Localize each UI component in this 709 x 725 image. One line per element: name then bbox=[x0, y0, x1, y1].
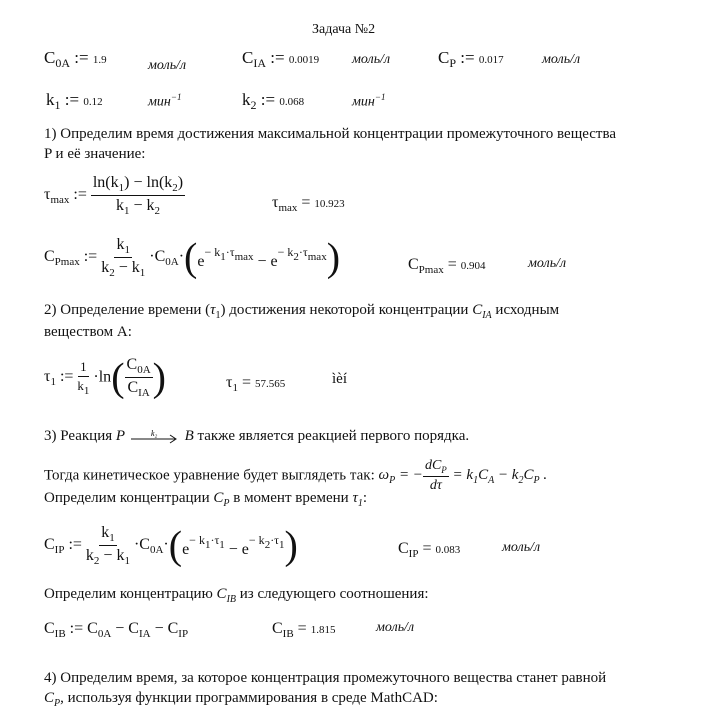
section2-text-part-c: исходным bbox=[495, 302, 560, 318]
section3-text-line3-part-a: Определим концентрации bbox=[44, 490, 210, 506]
k1-value: 0.12 bbox=[83, 96, 103, 108]
cia-definition: $C_{IA}$ := 0.0019 bbox=[242, 48, 320, 70]
section3-text-part-b: также является реакцией первого порядка. bbox=[197, 428, 470, 444]
tau1-value: 57.565 bbox=[254, 378, 286, 390]
k2-value: 0.068 bbox=[279, 96, 305, 108]
k1-unit bbox=[148, 92, 181, 111]
cip-unit: моль/л bbox=[502, 540, 541, 555]
reaction-arrow bbox=[129, 428, 181, 440]
cib-value: 1.815 bbox=[310, 624, 336, 636]
cp-max-result: $C_{Pmax} = 0.904$ bbox=[408, 256, 486, 276]
c0a-definition: $C_{0A}$ := 1.9 bbox=[44, 48, 107, 70]
section3-text-line4: Определим концентрацию $C_{IB}$ из следующего соотношения: bbox=[44, 586, 429, 605]
cip-formula: $C_{IP}$ := $\frac{k_1}{k_2 - k_1}$ $\cdot C_{0A}\cdot(e^{- k_1\cdot\tau_1} - e^{- k_2\cdot\tau_1})$ bbox=[44, 522, 298, 568]
k2-unit-text: мин bbox=[352, 94, 375, 110]
section3-text-part-a: 3) Реакция bbox=[44, 428, 113, 444]
k2-unit bbox=[352, 92, 385, 111]
k2-definition: $k_2$ := 0.068 bbox=[242, 90, 305, 112]
cp-max-unit: моль/л bbox=[528, 256, 567, 271]
cib-formula: $C_{IB}$ := $C_{0A} - C_{IA} - C_{IP}$ bbox=[44, 620, 189, 640]
tau1-result: $\tau_1 = 57.565$ bbox=[226, 374, 286, 394]
section3-text-line1: 3) Реакция P k₂ B также является реакцией первого порядка. bbox=[44, 428, 470, 444]
page-title: Задача №2 bbox=[312, 22, 376, 37]
section4-text-line2-part-b: , используя функции программирования в среде MathCAD: bbox=[60, 690, 438, 706]
section2-text-part-b: ) достижения некоторой концентрации bbox=[220, 302, 469, 318]
cib-result: $C_{IB} = 1.815$ bbox=[272, 620, 336, 640]
cip-result: $C_{IP} = 0.083$ bbox=[398, 540, 461, 560]
tau-max-result: $\tau_{max} = 10.923$ bbox=[272, 194, 345, 214]
k1-definition: $k_1$ := 0.12 bbox=[46, 90, 103, 112]
cp-value: 0.017 bbox=[478, 54, 504, 66]
section2-text-part-a: 2) Определение времени ( bbox=[44, 302, 211, 318]
cp-unit: моль/л bbox=[542, 52, 581, 67]
tau-max-formula: $\tau_{max}$ := $\frac{\ln(k_1) - \ln(k_2)}{k_1 - k_2}$ bbox=[44, 174, 184, 217]
tau1-unit: ìèí bbox=[332, 371, 347, 387]
cp-max-formula: $C_{Pmax}$ := $\frac{k_1}{k_2 - k_1}$ $\cdot C_{0A}\cdot(e^{- k_1\cdot\tau_{max}} - e^{- k_2\cdot\tau_{max}})$ bbox=[44, 234, 341, 280]
k2-symbol: k bbox=[242, 90, 251, 109]
c0a-value: 1.9 bbox=[92, 54, 107, 66]
section4-text-line1: 4) Определим время, за которое концентрация промежуточного вещества станет равной bbox=[44, 670, 607, 686]
cia-subscript: IA bbox=[253, 56, 267, 70]
k1-unit-exponent: −1 bbox=[170, 92, 182, 102]
tau1-formula: $\tau_1$ := $\frac{1}{k_1}$ ·ln( $\frac{C_{0A}}{C_{IA}}$ ) bbox=[44, 354, 166, 400]
cp-definition: $C_P$ := 0.017 bbox=[438, 48, 504, 70]
section3-text-line2: Тогда кинетическое уравнение будет выглядеть так: $\omega_P$ = − $\frac{dC_P}{d\tau}$ = $k_1C_A - k_2C_P$ . bbox=[44, 458, 548, 493]
section1-text-line2: P и её значение: bbox=[44, 146, 146, 162]
section3-text-line3-part-b: в момент времени bbox=[233, 490, 349, 506]
cp-symbol: C bbox=[438, 48, 450, 67]
section2-text-line1: 2) Определение времени $(\tau_1)$ достижения некоторой концентрации $C_{IA}$ исходным bbox=[44, 302, 560, 321]
cip-value: 0.083 bbox=[435, 544, 461, 556]
cia-value: 0.0019 bbox=[288, 54, 320, 66]
c0a-symbol: C bbox=[44, 48, 56, 67]
section2-text-line2: веществом А: bbox=[44, 324, 132, 340]
k1-symbol: k bbox=[46, 90, 55, 109]
section4-text-line2: $C_P$, используя функции программирования в среде MathCAD: bbox=[44, 690, 438, 709]
k2-unit-exponent: −1 bbox=[374, 92, 386, 102]
cp-max-value: 0.904 bbox=[460, 260, 486, 272]
section3-text-line2-label: Тогда кинетическое уравнение будет выглядеть так: bbox=[44, 467, 375, 484]
section1-text-line1: 1) Определим время достижения максимальной концентрации промежуточного вещества bbox=[44, 126, 617, 142]
tau-max-value: 10.923 bbox=[314, 198, 345, 210]
c0a-unit: моль/л bbox=[148, 58, 187, 73]
reaction-arrow-icon bbox=[129, 430, 181, 444]
section3-text-line3: Определим концентрации $C_P$ в момент времени $\tau_1$: bbox=[44, 490, 367, 509]
svg-text:k₂: k₂ bbox=[150, 430, 158, 438]
k2-subscript: 2 bbox=[250, 98, 257, 112]
cia-symbol: C bbox=[242, 48, 254, 67]
cib-unit: моль/л bbox=[376, 620, 415, 635]
k1-subscript: 1 bbox=[54, 98, 61, 112]
section3-text-line4-part-a: Определим концентрацию bbox=[44, 586, 213, 602]
section3-text-line4-part-b: из следующего соотношения: bbox=[239, 586, 429, 602]
c0a-subscript: 0A bbox=[55, 56, 71, 70]
cia-unit: моль/л bbox=[352, 52, 391, 67]
k1-unit-text: мин bbox=[148, 94, 171, 110]
cp-subscript: P bbox=[449, 56, 457, 70]
